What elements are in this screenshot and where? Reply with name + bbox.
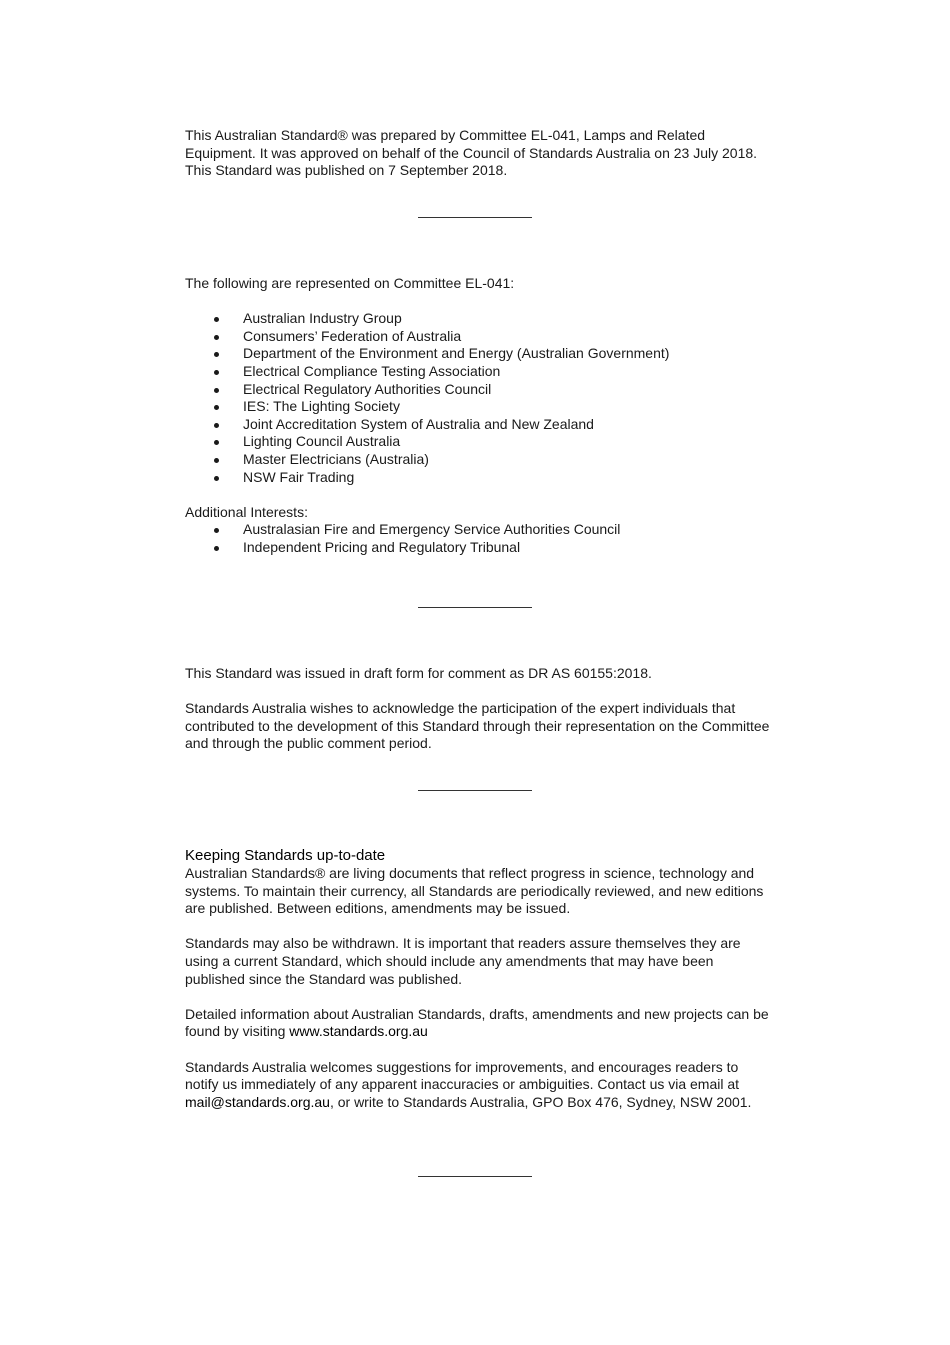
keeping-paragraph-4-address: , or write to Standards Australia, GPO Box 476, Sydney, NSW 2001. [329, 1093, 752, 1110]
draft-section [185, 665, 775, 753]
committee-member: Master Electricians (Australia) [185, 451, 775, 469]
section-divider [418, 1176, 532, 1177]
keeping-section [185, 847, 775, 1111]
committee-member: Consumers’ Federation of Australia [185, 328, 775, 346]
section-divider [418, 790, 532, 791]
additional-interest: Australasian Fire and Emergency Service Authorities Council [185, 521, 775, 539]
committee-member: Electrical Compliance Testing Association [185, 363, 775, 381]
keeping-heading: Keeping Standards up-to-date [185, 847, 386, 864]
committee-section [185, 275, 775, 557]
draft-issued-paragraph: This Standard was issued in draft form for comment as DR AS 60155:2018. [185, 665, 652, 681]
committee-member: Joint Accreditation System of Australia and New Zealand [185, 416, 775, 434]
committee-member: NSW Fair Trading [185, 469, 775, 487]
additional-interests-label: Additional Interests: [185, 503, 308, 520]
keeping-paragraph-4-text: Standards Australia welcomes suggestions for improvements, and encourages readers to notify us immediately of any apparent inaccuracies or ambiguities. Contact us via email at [185, 1058, 740, 1093]
intro-section [185, 127, 775, 180]
committee-member: IES: The Lighting Society [185, 398, 775, 416]
keeping-paragraph-3 [185, 1006, 775, 1041]
keeping-paragraph-3-text: Detailed information about Australian Standards, drafts, amendments and new projects can be found by visiting [185, 1005, 769, 1040]
acknowledgement-paragraph: Standards Australia wishes to acknowledge the participation of the expert individuals that contributed to the development of this Standard through their representation on the Committee and through the public comment period. [185, 700, 770, 752]
committee-member: Australian Industry Group [185, 310, 775, 328]
contact-email-link[interactable]: mail@standards.org.au [185, 1093, 330, 1110]
committee-member: Lighting Council Australia [185, 433, 775, 451]
committee-member-list [185, 310, 775, 486]
committee-member: Department of the Environment and Energy (Australian Government) [185, 345, 775, 363]
keeping-paragraph-1: Australian Standards® are living documents that reflect progress in science, technology and systems. To maintain their currency, all Standards are periodically reviewed, and new editions are published. Between editions, amendments may be issued. [185, 865, 764, 917]
additional-interest: Independent Pricing and Regulatory Tribunal [185, 539, 775, 557]
keeping-paragraph-2: Standards may also be withdrawn. It is important that readers assure themselves they are using a current Standard, which should include any amendments that may have been published since the Standard was published. [185, 935, 741, 987]
committee-heading: The following are represented on Committee EL-041: [185, 275, 515, 291]
committee-member: Electrical Regulatory Authorities Council [185, 381, 775, 399]
intro-paragraph: This Australian Standard® was prepared by Committee EL-041, Lamps and Related Equipment. It was approved on behalf of the Council of Standards Australia on 23 July 2018. This Standard was published on 7 September 2018. [185, 127, 758, 179]
additional-interests-list [185, 521, 775, 556]
keeping-paragraph-4 [185, 1059, 775, 1112]
section-divider [418, 607, 532, 608]
section-divider [418, 217, 532, 218]
standards-website-link[interactable]: www.standards.org.au [289, 1023, 428, 1040]
